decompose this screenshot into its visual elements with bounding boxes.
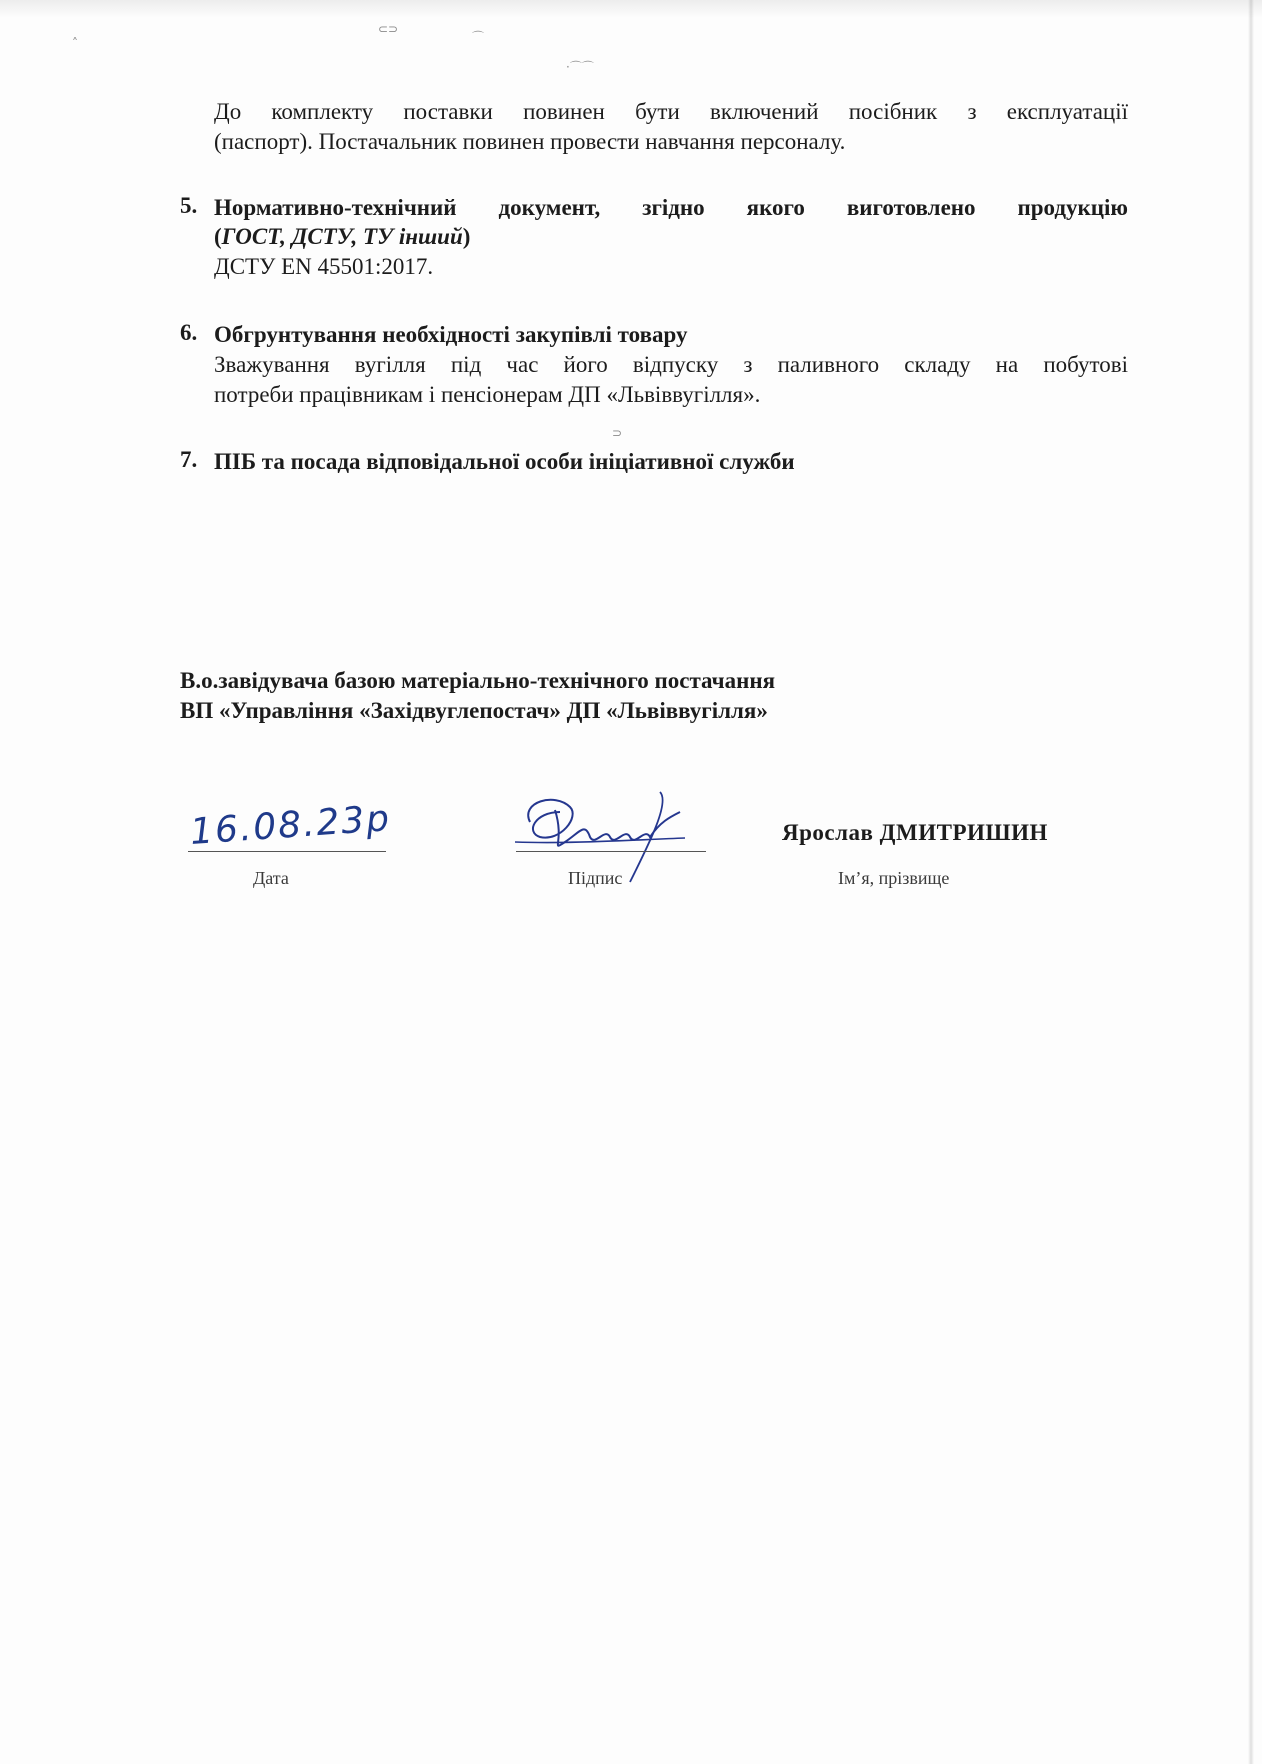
scan-edge-right <box>1248 0 1254 1764</box>
intro-line-1: До комплекту поставки повинен бути включений посібник з експлуатації <box>214 99 1128 124</box>
signature-underline <box>516 851 706 852</box>
section-number: 7. <box>180 447 198 472</box>
signature-caption: Підпис <box>568 868 623 888</box>
name-caption: Ім’я, прізвище <box>838 868 950 888</box>
section-6-body-line-1: Зважування вугілля під час його відпуску з паливного складу на побутові <box>214 352 1128 377</box>
handwritten-date: 16.08.23р <box>188 798 393 853</box>
section-6-title: Обгрунтування необхідності закупівлі товару <box>214 322 688 347</box>
section-5-title-line-1: Нормативно-технічний документ, згідно якого виготовлено продукцію <box>214 195 1128 220</box>
signatory-position-line-2: ВП «Управління «Західвуглепостач» ДП «Львіввугілля» <box>180 698 768 723</box>
bracket-open: ( <box>214 224 222 249</box>
section-number: 6. <box>180 320 198 345</box>
date-caption: Дата <box>253 868 289 888</box>
section-6-body-line-2: потреби працівникам і пенсіонерам ДП «Львіввугілля». <box>214 382 761 407</box>
bracket-close: ) <box>462 224 471 249</box>
date-underline <box>188 851 386 852</box>
scan-speck: ⊂⊃ <box>378 22 399 36</box>
scan-speck: ⊃ <box>612 426 623 440</box>
intro-line-2: (паспорт). Постачальник повинен провести навчання персоналу. <box>214 129 846 154</box>
section-7-title: ПІБ та посада відповідальної особи ініціативної служби <box>214 449 795 474</box>
section-number: 5. <box>180 193 198 218</box>
scan-speck: ·⌒⌒ <box>566 60 594 74</box>
section-5-body: ДСТУ EN 45501:2017. <box>214 254 434 279</box>
standards-list: ГОСТ, ДСТУ, ТУ інший <box>221 224 463 249</box>
scan-speck: ⌒ <box>472 30 485 44</box>
signatory-position-line-1: В.о.завідувача базою матеріально-технічного постачання <box>180 668 776 693</box>
section-5-title-line-2 <box>214 222 470 251</box>
scan-edge-top <box>0 0 1262 18</box>
signatory-name: Ярослав ДМИТРИШИН <box>782 820 1048 845</box>
scan-speck: ˄ <box>72 36 78 50</box>
